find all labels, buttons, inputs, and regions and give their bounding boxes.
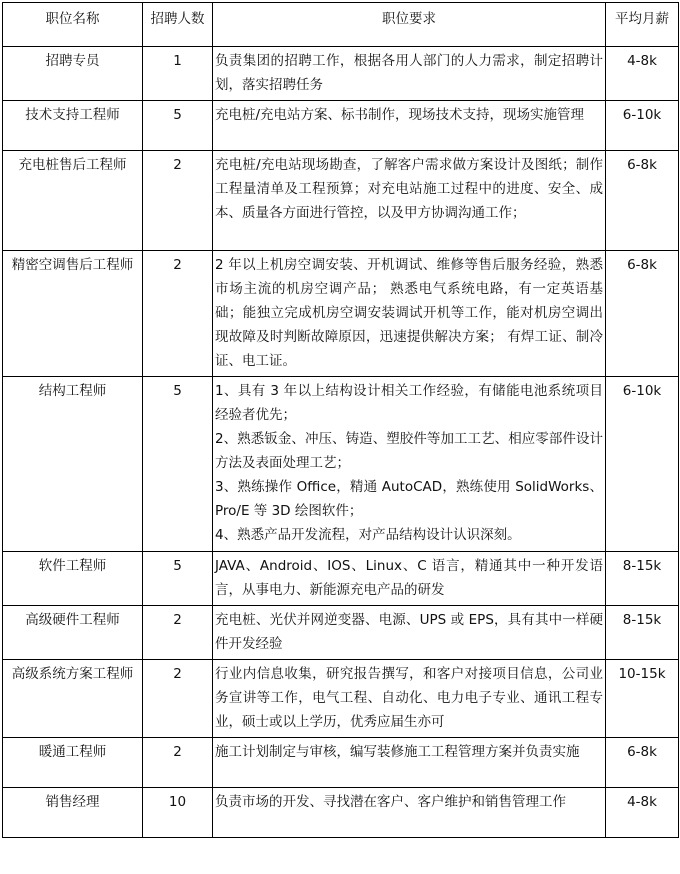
hire-count-cell: 10 <box>143 788 213 838</box>
header-row <box>3 3 679 47</box>
requirement-line: JAVA、Android、IOS、Linux、C 语言，精通其中一种开发语言，从事电力、新能源充电产品的研发 <box>215 558 603 598</box>
hire-count-cell: 2 <box>143 660 213 738</box>
requirement-line: 行业内信息收集，研究报告撰写，和客户对接项目信息，公司业务宣讲等工作，电气工程、自动化、电力电子专业、通讯工程专业，硕士或以上学历，优秀应届生亦可 <box>215 666 603 730</box>
table-row <box>3 47 679 101</box>
salary-cell: 6-10k <box>606 101 679 151</box>
requirements-cell <box>213 552 606 606</box>
requirements-cell <box>213 738 606 788</box>
salary-cell: 8-15k <box>606 606 679 660</box>
requirements-cell <box>213 377 606 552</box>
table-row <box>3 151 679 251</box>
salary-cell: 6-10k <box>606 377 679 552</box>
requirements-cell <box>213 660 606 738</box>
job-title-cell: 招聘专员 <box>3 47 143 101</box>
table-row <box>3 552 679 606</box>
job-title-cell: 技术支持工程师 <box>3 101 143 151</box>
job-title-cell: 销售经理 <box>3 788 143 838</box>
job-title-cell: 充电桩售后工程师 <box>3 151 143 251</box>
job-title-cell: 结构工程师 <box>3 377 143 552</box>
hire-count-cell: 2 <box>143 151 213 251</box>
salary-cell: 8-15k <box>606 552 679 606</box>
requirement-line: 充电桩/充电站现场勘查，了解客户需求做方案设计及图纸；制作工程量清单及工程预算；对充电站施工过程中的进度、安全、成本、质量各方面进行管控，以及甲方协调沟通工作； <box>215 157 603 221</box>
requirement-line: 2 年以上机房空调安装、开机调试、维修等售后服务经验，熟悉市场主流的机房空调产品； 熟悉电气系统电路，有一定英语基础；能独立完成机房空调安装调试开机等工作，能对机房空调出现故障及时判断故障原因，迅速提供解决方案； 有焊工证、制冷证、电工证。 <box>215 257 603 369</box>
hire-count-cell: 5 <box>143 377 213 552</box>
hire-count-cell: 1 <box>143 47 213 101</box>
salary-cell: 10-15k <box>606 660 679 738</box>
requirement-line: 充电桩、光伏并网逆变器、电源、UPS 或 EPS，具有其中一样硬件开发经验 <box>215 612 603 652</box>
job-title-cell: 高级系统方案工程师 <box>3 660 143 738</box>
job-title-cell: 软件工程师 <box>3 552 143 606</box>
salary-cell: 6-8k <box>606 738 679 788</box>
requirement-line: 1、具有 3 年以上结构设计相关工作经验，有储能电池系统项目经验者优先； <box>215 383 603 423</box>
requirements-cell <box>213 47 606 101</box>
hire-count-cell: 5 <box>143 101 213 151</box>
requirement-line: 负责集团的招聘工作，根据各用人部门的人力需求，制定招聘计划，落实招聘任务 <box>215 53 603 93</box>
job-title-cell: 高级硬件工程师 <box>3 606 143 660</box>
requirement-line: 负责市场的开发、寻找潜在客户、客户维护和销售管理工作 <box>215 794 566 810</box>
requirements-cell <box>213 251 606 377</box>
requirements-cell <box>213 101 606 151</box>
requirement-line: 充电桩/充电站方案、标书制作，现场技术支持，现场实施管理 <box>215 107 585 123</box>
table-row <box>3 377 679 552</box>
requirements-cell <box>213 151 606 251</box>
salary-cell: 6-8k <box>606 251 679 377</box>
salary-cell: 4-8k <box>606 47 679 101</box>
header-requirements: 职位要求 <box>213 3 606 47</box>
hire-count-cell: 2 <box>143 251 213 377</box>
requirements-cell <box>213 606 606 660</box>
job-table <box>2 2 679 838</box>
table-row <box>3 788 679 838</box>
table-row <box>3 606 679 660</box>
header-salary: 平均月薪 <box>606 3 679 47</box>
requirements-cell <box>213 788 606 838</box>
table-row <box>3 660 679 738</box>
requirement-line: 2、熟悉钣金、冲压、铸造、塑胶件等加工工艺、相应零部件设计方法及表面处理工艺； <box>215 431 603 471</box>
table-row <box>3 738 679 788</box>
header-title: 职位名称 <box>3 3 143 47</box>
header-count: 招聘人数 <box>143 3 213 47</box>
hire-count-cell: 2 <box>143 606 213 660</box>
table-row <box>3 101 679 151</box>
table-row <box>3 251 679 377</box>
salary-cell: 4-8k <box>606 788 679 838</box>
requirement-line: 4、熟悉产品开发流程，对产品结构设计认识深刻。 <box>215 527 521 543</box>
job-table-body <box>3 47 679 838</box>
job-title-cell: 精密空调售后工程师 <box>3 251 143 377</box>
requirement-line: 施工计划制定与审核，编写装修施工工程管理方案并负责实施 <box>215 744 580 760</box>
hire-count-cell: 5 <box>143 552 213 606</box>
salary-cell: 6-8k <box>606 151 679 251</box>
hire-count-cell: 2 <box>143 738 213 788</box>
requirement-line: 3、熟练操作 Office，精通 AutoCAD，熟练使用 SolidWorks、Pro/E 等 3D 绘图软件； <box>215 479 603 519</box>
job-title-cell: 暖通工程师 <box>3 738 143 788</box>
